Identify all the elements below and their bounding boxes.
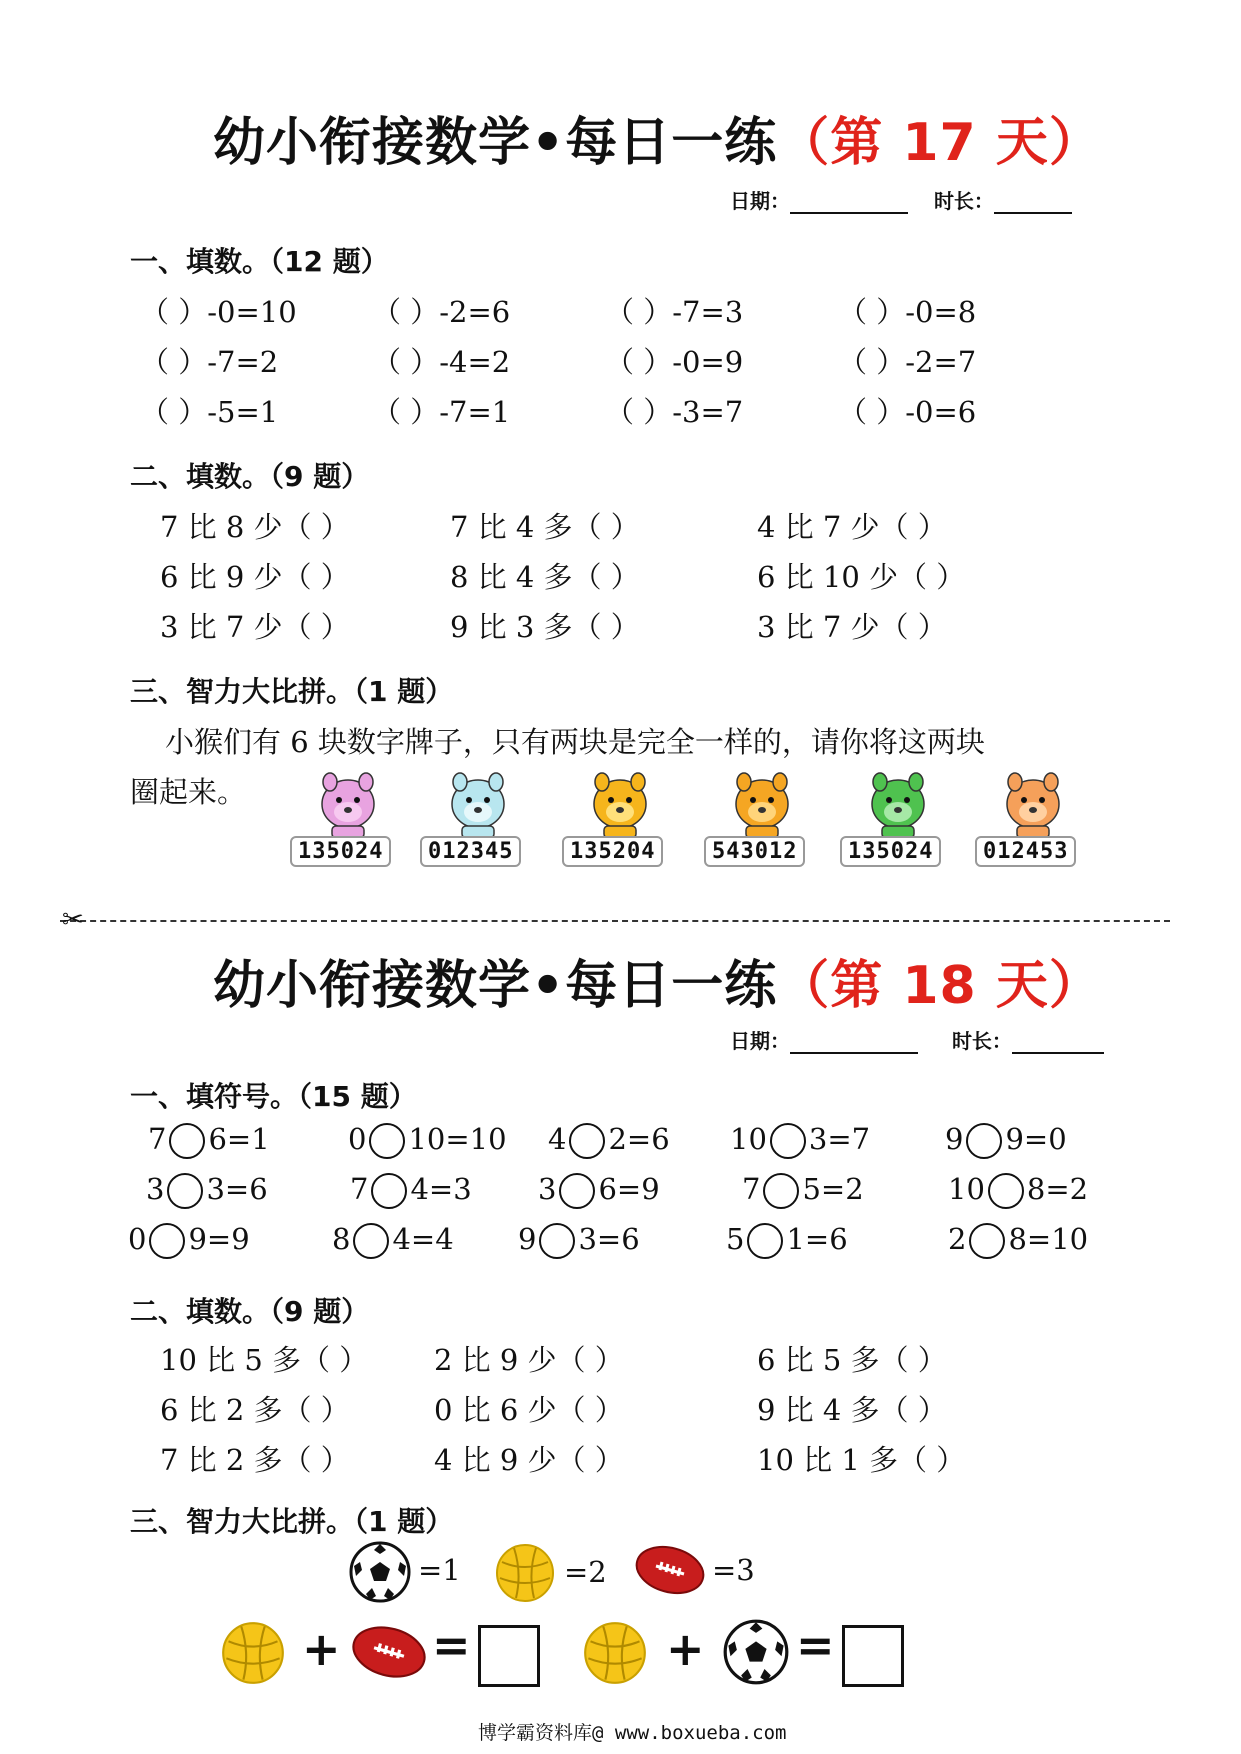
number-tile[interactable] xyxy=(704,770,814,880)
exercise-item xyxy=(548,1122,670,1159)
time-line[interactable] xyxy=(1012,1030,1104,1054)
answer-box[interactable] xyxy=(842,1625,904,1687)
section-heading: 一、填数。（12 题） xyxy=(130,245,389,278)
day-number: （第 17 天） xyxy=(777,113,1102,173)
symbol-circle[interactable] xyxy=(353,1223,389,1259)
left-operand: 7 xyxy=(742,1172,761,1206)
exercise-item[interactable]: （ ）-3=7 xyxy=(605,395,744,429)
symbol-circle[interactable] xyxy=(539,1223,575,1259)
section-heading: 一、填符号。（15 题） xyxy=(130,1080,417,1113)
section-heading: 三、智力大比拼。（1 题） xyxy=(130,1505,454,1538)
exercise-item[interactable]: 3 比 7 少（ ） xyxy=(160,610,350,644)
footer-watermark: 博学霸资料库@ www.boxueba.com xyxy=(478,1722,787,1744)
right-expression: 6=1 xyxy=(208,1122,270,1156)
symbol-circle[interactable] xyxy=(169,1123,205,1159)
left-operand: 2 xyxy=(948,1222,967,1256)
date-line[interactable] xyxy=(790,1030,918,1054)
exercise-item[interactable]: （ ）-0=8 xyxy=(838,295,977,329)
tile-number: 543012 xyxy=(704,836,805,867)
date-line[interactable] xyxy=(790,190,908,214)
ox-icon xyxy=(993,770,1073,840)
exercise-item xyxy=(948,1172,1088,1209)
exercise-item xyxy=(730,1122,870,1159)
right-expression: 4=3 xyxy=(410,1172,472,1206)
date-time-row xyxy=(730,1025,1104,1054)
volleyball-icon xyxy=(220,1620,286,1686)
rugby-ball-icon xyxy=(348,1620,430,1684)
date-label: 日期： xyxy=(730,1029,790,1053)
time-label: 时长： xyxy=(951,1029,1012,1053)
tile-number: 135024 xyxy=(840,836,941,867)
number-tile[interactable] xyxy=(562,770,672,880)
right-expression: 3=7 xyxy=(808,1122,871,1156)
equals-sign: = xyxy=(432,1618,471,1672)
exercise-item[interactable]: （ ）-2=7 xyxy=(838,345,977,379)
left-operand: 3 xyxy=(538,1172,557,1206)
tile-number: 135024 xyxy=(290,836,391,867)
right-expression: 8=2 xyxy=(1026,1172,1089,1206)
exercise-item[interactable]: （ ）-0=9 xyxy=(605,345,744,379)
left-operand: 3 xyxy=(146,1172,165,1206)
date-label: 日期： xyxy=(730,189,790,213)
right-expression: 3=6 xyxy=(206,1172,268,1206)
exercise-item xyxy=(146,1172,268,1209)
right-expression: 5=2 xyxy=(802,1172,864,1206)
exercise-item[interactable]: 8 比 4 多（ ） xyxy=(450,560,640,594)
symbol-circle[interactable] xyxy=(969,1223,1005,1259)
exercise-item xyxy=(948,1222,1088,1259)
number-tile[interactable] xyxy=(975,770,1085,880)
day-number: （第 18 天） xyxy=(777,956,1102,1016)
section-heading: 二、填数。（9 题） xyxy=(130,1295,370,1328)
plus-sign: + xyxy=(302,1622,341,1676)
page-title-day18 xyxy=(213,943,1102,1018)
exercise-item[interactable]: 3 比 7 少（ ） xyxy=(757,610,947,644)
title-text: 幼小衔接数学•每日一练 xyxy=(213,113,778,173)
exercise-item[interactable]: （ ）-2=6 xyxy=(372,295,511,329)
exercise-item[interactable]: 6 比 9 少（ ） xyxy=(160,560,350,594)
exercise-item xyxy=(742,1172,864,1209)
symbol-circle[interactable] xyxy=(371,1173,407,1209)
exercise-item[interactable]: 6 比 2 多（ ） xyxy=(160,1393,350,1427)
title-text: 幼小衔接数学•每日一练 xyxy=(213,956,778,1016)
exercise-item[interactable]: 10 比 1 多（ ） xyxy=(757,1443,966,1477)
symbol-circle[interactable] xyxy=(149,1223,185,1259)
soccer-ball-icon xyxy=(348,1540,412,1604)
exercise-item xyxy=(348,1122,507,1159)
volleyball-icon xyxy=(494,1542,556,1604)
tile-number: 012453 xyxy=(975,836,1076,867)
number-tile[interactable] xyxy=(290,770,400,880)
exercise-item[interactable]: （ ）-0=10 xyxy=(140,295,297,329)
exercise-item[interactable]: 6 比 5 多（ ） xyxy=(757,1343,947,1377)
answer-box[interactable] xyxy=(478,1625,540,1687)
symbol-circle[interactable] xyxy=(167,1173,203,1209)
exercise-item xyxy=(726,1222,848,1259)
exercise-item xyxy=(128,1222,250,1259)
soccer-ball-icon xyxy=(722,1618,790,1686)
exercise-item[interactable]: 7 比 2 多（ ） xyxy=(160,1443,350,1477)
symbol-circle[interactable] xyxy=(763,1173,799,1209)
plus-sign: + xyxy=(666,1622,705,1676)
exercise-item xyxy=(148,1122,270,1159)
left-operand: 10 xyxy=(730,1122,767,1156)
exercise-item[interactable]: （ ）-7=1 xyxy=(372,395,511,429)
exercise-item xyxy=(332,1222,454,1259)
left-operand: 9 xyxy=(945,1122,964,1156)
right-expression: 9=0 xyxy=(1005,1122,1067,1156)
exercise-item[interactable]: 9 比 3 多（ ） xyxy=(450,610,640,644)
section-heading: 三、智力大比拼。（1 题） xyxy=(130,675,454,708)
dragon-icon xyxy=(858,770,938,840)
cut-line xyxy=(60,920,1170,922)
right-expression: 2=6 xyxy=(608,1122,670,1156)
left-operand: 8 xyxy=(332,1222,351,1256)
left-operand: 7 xyxy=(148,1122,167,1156)
exercise-item xyxy=(538,1172,660,1209)
exercise-item[interactable]: （ ）-5=1 xyxy=(140,395,279,429)
exercise-item[interactable]: （ ）-7=2 xyxy=(140,345,279,379)
tiger-icon xyxy=(722,770,802,840)
exercise-item[interactable]: 6 比 10 少（ ） xyxy=(757,560,966,594)
right-expression: 10=10 xyxy=(408,1122,507,1156)
legend-value: =1 xyxy=(418,1553,461,1587)
volleyball-icon xyxy=(582,1620,648,1686)
symbol-circle[interactable] xyxy=(747,1223,783,1259)
time-line[interactable] xyxy=(994,190,1072,214)
section-heading: 二、填数。（9 题） xyxy=(130,460,370,493)
right-expression: 9=9 xyxy=(188,1222,250,1256)
legend-value: =3 xyxy=(712,1553,755,1587)
date-time-row xyxy=(730,185,1072,214)
left-operand: 5 xyxy=(726,1222,745,1256)
exercise-item[interactable]: 10 比 5 多（ ） xyxy=(160,1343,369,1377)
exercise-item[interactable]: 9 比 4 多（ ） xyxy=(757,1393,947,1427)
left-operand: 7 xyxy=(350,1172,369,1206)
symbol-circle[interactable] xyxy=(559,1173,595,1209)
exercise-item xyxy=(518,1222,640,1259)
tile-number: 135204 xyxy=(562,836,663,867)
rabbit-icon xyxy=(438,770,518,840)
exercise-item[interactable]: （ ）-0=6 xyxy=(838,395,977,429)
right-expression: 8=10 xyxy=(1008,1222,1089,1256)
puzzle-text: 小猴们有 6 块数字牌子，只有两块是完全一样的，请你将这两块 xyxy=(165,725,985,759)
pig-icon xyxy=(308,770,388,840)
exercise-item[interactable]: 4 比 7 少（ ） xyxy=(757,510,947,544)
exercise-item xyxy=(945,1122,1067,1159)
page-title-day17 xyxy=(213,100,1102,175)
symbol-circle[interactable] xyxy=(966,1123,1002,1159)
symbol-circle[interactable] xyxy=(369,1123,405,1159)
scissors-icon: ✂ xyxy=(62,905,84,935)
number-tile[interactable] xyxy=(840,770,950,880)
exercise-item xyxy=(350,1172,472,1209)
equals-sign: = xyxy=(796,1618,835,1672)
right-expression: 3=6 xyxy=(578,1222,640,1256)
left-operand: 0 xyxy=(348,1122,367,1156)
puzzle-text: 圈起来。 xyxy=(130,775,247,809)
right-expression: 1=6 xyxy=(786,1222,848,1256)
time-label: 时长： xyxy=(933,189,994,213)
exercise-item[interactable]: （ ）-7=3 xyxy=(605,295,744,329)
exercise-item[interactable]: 2 比 9 少（ ） xyxy=(434,1343,624,1377)
exercise-item[interactable]: 4 比 9 少（ ） xyxy=(434,1443,624,1477)
rugby-ball-icon xyxy=(632,1540,708,1600)
left-operand: 9 xyxy=(518,1222,537,1256)
exercise-item[interactable]: 7 比 4 多（ ） xyxy=(450,510,640,544)
symbol-circle[interactable] xyxy=(988,1173,1024,1209)
symbol-circle[interactable] xyxy=(569,1123,605,1159)
exercise-item[interactable]: 0 比 6 少（ ） xyxy=(434,1393,624,1427)
left-operand: 4 xyxy=(548,1122,567,1156)
dog-icon xyxy=(580,770,660,840)
number-tile[interactable] xyxy=(420,770,530,880)
left-operand: 10 xyxy=(948,1172,985,1206)
exercise-item[interactable]: （ ）-4=2 xyxy=(372,345,511,379)
legend-value: =2 xyxy=(564,1555,607,1589)
right-expression: 4=4 xyxy=(392,1222,454,1256)
exercise-item[interactable]: 7 比 8 少（ ） xyxy=(160,510,350,544)
left-operand: 0 xyxy=(128,1222,147,1256)
right-expression: 6=9 xyxy=(598,1172,660,1206)
tile-number: 012345 xyxy=(420,836,521,867)
symbol-circle[interactable] xyxy=(770,1123,806,1159)
